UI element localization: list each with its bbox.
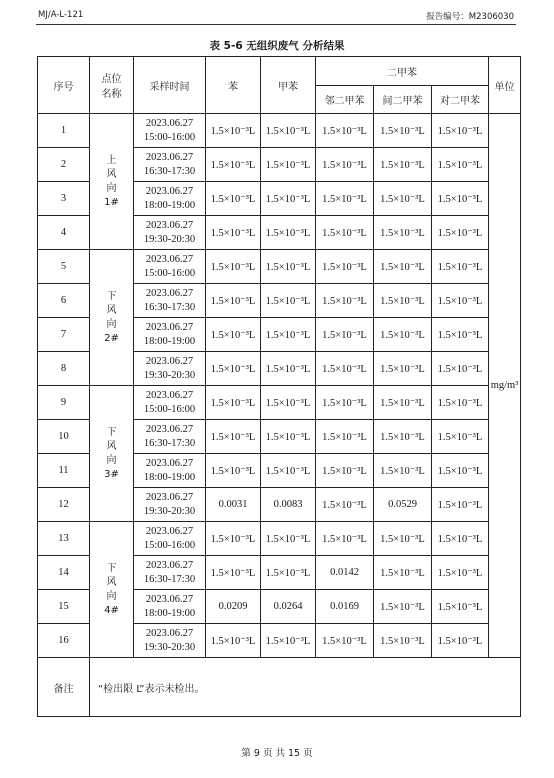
- sample-period: 16:30-17:30: [143, 573, 196, 585]
- cell-m-xylene: 1.5×10⁻³L: [374, 182, 432, 216]
- sample-date: 2023.06.27: [145, 389, 194, 401]
- cell-toluene: 1.5×10⁻³L: [261, 386, 316, 420]
- cell-point-name: [90, 522, 134, 658]
- sample-period: 15:00-16:00: [143, 131, 196, 143]
- point-name-char: 2#: [104, 332, 119, 344]
- sample-period: 18:00-19:00: [143, 471, 196, 483]
- sample-period: 16:30-17:30: [143, 301, 196, 313]
- cell-benzene: 1.5×10⁻³L: [206, 148, 261, 182]
- cell-p-xylene: 1.5×10⁻³L: [432, 556, 489, 590]
- sample-period: 19:30-20:30: [143, 233, 196, 245]
- cell-toluene: 1.5×10⁻³L: [261, 522, 316, 556]
- report-number: 报告编号：M2306030: [426, 12, 514, 22]
- cell-o-xylene: 1.5×10⁻³L: [316, 386, 374, 420]
- cell-seq: 14: [38, 556, 90, 590]
- cell-o-xylene: 1.5×10⁻³L: [316, 624, 374, 658]
- cell-sample-time: [134, 488, 206, 522]
- cell-toluene: 1.5×10⁻³L: [261, 182, 316, 216]
- cell-o-xylene: 1.5×10⁻³L: [316, 522, 374, 556]
- cell-sample-time: [134, 182, 206, 216]
- cell-toluene: 1.5×10⁻³L: [261, 114, 316, 148]
- cell-o-xylene: 0.0169: [316, 590, 374, 624]
- cell-point-name: [90, 386, 134, 522]
- cell-p-xylene: 1.5×10⁻³L: [432, 216, 489, 250]
- cell-seq: 12: [38, 488, 90, 522]
- point-name-char: 下: [106, 562, 117, 574]
- cell-seq: 7: [38, 318, 90, 352]
- cell-sample-time: [134, 454, 206, 488]
- cell-m-xylene: 1.5×10⁻³L: [374, 216, 432, 250]
- sample-period: 18:00-19:00: [143, 607, 196, 619]
- col-header-p-xylene: 对二甲苯: [432, 86, 489, 114]
- cell-sample-time: [134, 590, 206, 624]
- cell-m-xylene: 1.5×10⁻³L: [374, 454, 432, 488]
- table-row: [38, 114, 521, 148]
- sample-date: 2023.06.27: [145, 423, 194, 435]
- cell-benzene: 1.5×10⁻³L: [206, 318, 261, 352]
- cell-p-xylene: 1.5×10⁻³L: [432, 284, 489, 318]
- cell-m-xylene: 1.5×10⁻³L: [374, 590, 432, 624]
- cell-p-xylene: 1.5×10⁻³L: [432, 454, 489, 488]
- cell-o-xylene: 1.5×10⁻³L: [316, 318, 374, 352]
- cell-benzene: 1.5×10⁻³L: [206, 352, 261, 386]
- table-row: [38, 386, 521, 420]
- cell-sample-time: [134, 114, 206, 148]
- col-header-o-xylene: 邻二甲苯: [316, 86, 374, 114]
- point-name-char: 风: [106, 304, 117, 316]
- cell-point-name: [90, 250, 134, 386]
- cell-o-xylene: 1.5×10⁻³L: [316, 352, 374, 386]
- cell-o-xylene: 1.5×10⁻³L: [316, 182, 374, 216]
- cell-m-xylene: 1.5×10⁻³L: [374, 318, 432, 352]
- table-row: [38, 250, 521, 284]
- cell-benzene: 1.5×10⁻³L: [206, 182, 261, 216]
- sample-date: 2023.06.27: [145, 253, 194, 265]
- point-name-char: 向: [106, 318, 117, 330]
- col-header-toluene: 甲苯: [261, 57, 316, 114]
- point-name-char: 风: [106, 168, 117, 180]
- cell-toluene: 1.5×10⁻³L: [261, 216, 316, 250]
- header-divider: [36, 24, 516, 25]
- sample-period: 19:30-20:30: [143, 369, 196, 381]
- cell-benzene: 1.5×10⁻³L: [206, 454, 261, 488]
- table-title: 表 5-6 无组织废气 分析结果: [209, 40, 345, 52]
- cell-seq: 4: [38, 216, 90, 250]
- cell-p-xylene: 1.5×10⁻³L: [432, 318, 489, 352]
- cell-o-xylene: 1.5×10⁻³L: [316, 114, 374, 148]
- cell-toluene: 1.5×10⁻³L: [261, 624, 316, 658]
- cell-o-xylene: 1.5×10⁻³L: [316, 420, 374, 454]
- cell-toluene: 1.5×10⁻³L: [261, 250, 316, 284]
- col-header-m-xylene: 间二甲苯: [374, 86, 432, 114]
- cell-benzene: 1.5×10⁻³L: [206, 522, 261, 556]
- cell-benzene: 0.0209: [206, 590, 261, 624]
- cell-p-xylene: 1.5×10⁻³L: [432, 624, 489, 658]
- cell-sample-time: [134, 352, 206, 386]
- cell-toluene: 1.5×10⁻³L: [261, 556, 316, 590]
- cell-m-xylene: 1.5×10⁻³L: [374, 352, 432, 386]
- cell-p-xylene: 1.5×10⁻³L: [432, 386, 489, 420]
- sample-period: 18:00-19:00: [143, 335, 196, 347]
- sample-date: 2023.06.27: [145, 593, 194, 605]
- sample-date: 2023.06.27: [145, 117, 194, 129]
- point-name-char: 向: [106, 182, 117, 194]
- cell-p-xylene: 1.5×10⁻³L: [432, 522, 489, 556]
- cell-seq: 1: [38, 114, 90, 148]
- cell-benzene: 1.5×10⁻³L: [206, 556, 261, 590]
- cell-toluene: 1.5×10⁻³L: [261, 352, 316, 386]
- sample-period: 19:30-20:30: [143, 505, 196, 517]
- cell-seq: 5: [38, 250, 90, 284]
- results-body: [38, 114, 521, 717]
- cell-m-xylene: 1.5×10⁻³L: [374, 624, 432, 658]
- sample-period: 15:00-16:00: [143, 403, 196, 415]
- cell-seq: 3: [38, 182, 90, 216]
- cell-p-xylene: 1.5×10⁻³L: [432, 250, 489, 284]
- cell-seq: 9: [38, 386, 90, 420]
- cell-m-xylene: 1.5×10⁻³L: [374, 250, 432, 284]
- remark-text: “检出限 L”表示未检出。: [90, 658, 521, 717]
- cell-benzene: 1.5×10⁻³L: [206, 420, 261, 454]
- cell-benzene: 1.5×10⁻³L: [206, 250, 261, 284]
- cell-o-xylene: 1.5×10⁻³L: [316, 454, 374, 488]
- cell-m-xylene: 1.5×10⁻³L: [374, 420, 432, 454]
- point-name-char: 下: [106, 426, 117, 438]
- cell-m-xylene: 1.5×10⁻³L: [374, 386, 432, 420]
- page-footer: 第 9 页 共 15 页: [241, 748, 313, 759]
- cell-sample-time: [134, 624, 206, 658]
- cell-toluene: 1.5×10⁻³L: [261, 318, 316, 352]
- cell-p-xylene: 1.5×10⁻³L: [432, 590, 489, 624]
- cell-benzene: 0.0031: [206, 488, 261, 522]
- document-code: MJ/A-L-121: [38, 10, 84, 20]
- col-header-unit: 单位: [489, 57, 521, 114]
- sample-date: 2023.06.27: [145, 627, 194, 639]
- sample-date: 2023.06.27: [145, 219, 194, 231]
- col-header-xylene: 二甲苯: [316, 57, 489, 86]
- cell-toluene: 0.0264: [261, 590, 316, 624]
- cell-benzene: 1.5×10⁻³L: [206, 386, 261, 420]
- cell-seq: 8: [38, 352, 90, 386]
- cell-m-xylene: 1.5×10⁻³L: [374, 284, 432, 318]
- cell-sample-time: [134, 250, 206, 284]
- sample-date: 2023.06.27: [145, 287, 194, 299]
- cell-p-xylene: 1.5×10⁻³L: [432, 182, 489, 216]
- cell-m-xylene: 1.5×10⁻³L: [374, 556, 432, 590]
- cell-sample-time: [134, 556, 206, 590]
- col-header-point-line1: 点位: [101, 74, 122, 85]
- sample-period: 15:00-16:00: [143, 267, 196, 279]
- sample-date: 2023.06.27: [145, 525, 194, 537]
- point-name-char: 下: [106, 290, 117, 302]
- point-name-char: 向: [106, 590, 117, 602]
- cell-sample-time: [134, 216, 206, 250]
- point-name-char: 3#: [104, 468, 119, 480]
- cell-o-xylene: 1.5×10⁻³L: [316, 250, 374, 284]
- point-name-char: 风: [106, 440, 117, 452]
- col-header-point: [90, 57, 134, 114]
- cell-sample-time: [134, 420, 206, 454]
- point-name-char: 4#: [104, 604, 119, 616]
- sample-date: 2023.06.27: [145, 185, 194, 197]
- col-header-benzene: 苯: [206, 57, 261, 114]
- col-header-seq: 序号: [38, 57, 90, 114]
- cell-benzene: 1.5×10⁻³L: [206, 284, 261, 318]
- col-header-sample-time: 采样时间: [134, 57, 206, 114]
- sample-period: 15:00-16:00: [143, 539, 196, 551]
- cell-seq: 16: [38, 624, 90, 658]
- sample-date: 2023.06.27: [145, 491, 194, 503]
- cell-o-xylene: 1.5×10⁻³L: [316, 284, 374, 318]
- cell-sample-time: [134, 148, 206, 182]
- cell-toluene: 1.5×10⁻³L: [261, 454, 316, 488]
- point-name-char: 向: [106, 454, 117, 466]
- sample-period: 19:30-20:30: [143, 641, 196, 653]
- cell-sample-time: [134, 522, 206, 556]
- table-row: [38, 522, 521, 556]
- cell-p-xylene: 1.5×10⁻³L: [432, 114, 489, 148]
- cell-m-xylene: 1.5×10⁻³L: [374, 522, 432, 556]
- cell-p-xylene: 1.5×10⁻³L: [432, 148, 489, 182]
- cell-point-name: [90, 114, 134, 250]
- remark-label: 备注: [38, 658, 90, 717]
- cell-sample-time: [134, 386, 206, 420]
- cell-seq: 6: [38, 284, 90, 318]
- sample-date: 2023.06.27: [145, 457, 194, 469]
- point-name-char: 1#: [104, 196, 119, 208]
- cell-toluene: 1.5×10⁻³L: [261, 420, 316, 454]
- cell-benzene: 1.5×10⁻³L: [206, 114, 261, 148]
- cell-m-xylene: 1.5×10⁻³L: [374, 148, 432, 182]
- remark-row: [38, 658, 521, 717]
- cell-seq: 11: [38, 454, 90, 488]
- cell-toluene: 0.0083: [261, 488, 316, 522]
- cell-m-xylene: 1.5×10⁻³L: [374, 114, 432, 148]
- sample-period: 16:30-17:30: [143, 165, 196, 177]
- cell-unit: mg/m³: [489, 114, 521, 658]
- sample-period: 16:30-17:30: [143, 437, 196, 449]
- cell-seq: 2: [38, 148, 90, 182]
- cell-o-xylene: 1.5×10⁻³L: [316, 216, 374, 250]
- cell-benzene: 1.5×10⁻³L: [206, 216, 261, 250]
- cell-o-xylene: 1.5×10⁻³L: [316, 148, 374, 182]
- sample-date: 2023.06.27: [145, 321, 194, 333]
- cell-sample-time: [134, 284, 206, 318]
- cell-m-xylene: 0.0529: [374, 488, 432, 522]
- cell-seq: 15: [38, 590, 90, 624]
- cell-toluene: 1.5×10⁻³L: [261, 148, 316, 182]
- sample-date: 2023.06.27: [145, 559, 194, 571]
- cell-o-xylene: 1.5×10⁻³L: [316, 488, 374, 522]
- cell-p-xylene: 1.5×10⁻³L: [432, 488, 489, 522]
- point-name-char: 风: [106, 576, 117, 588]
- results-table: [37, 56, 521, 717]
- sample-period: 18:00-19:00: [143, 199, 196, 211]
- cell-o-xylene: 0.0142: [316, 556, 374, 590]
- sample-date: 2023.06.27: [145, 151, 194, 163]
- cell-toluene: 1.5×10⁻³L: [261, 284, 316, 318]
- cell-seq: 10: [38, 420, 90, 454]
- cell-benzene: 1.5×10⁻³L: [206, 624, 261, 658]
- sample-date: 2023.06.27: [145, 355, 194, 367]
- cell-seq: 13: [38, 522, 90, 556]
- cell-sample-time: [134, 318, 206, 352]
- cell-p-xylene: 1.5×10⁻³L: [432, 352, 489, 386]
- point-name-char: 上: [106, 154, 117, 166]
- cell-p-xylene: 1.5×10⁻³L: [432, 420, 489, 454]
- col-header-point-line2: 名称: [101, 89, 122, 100]
